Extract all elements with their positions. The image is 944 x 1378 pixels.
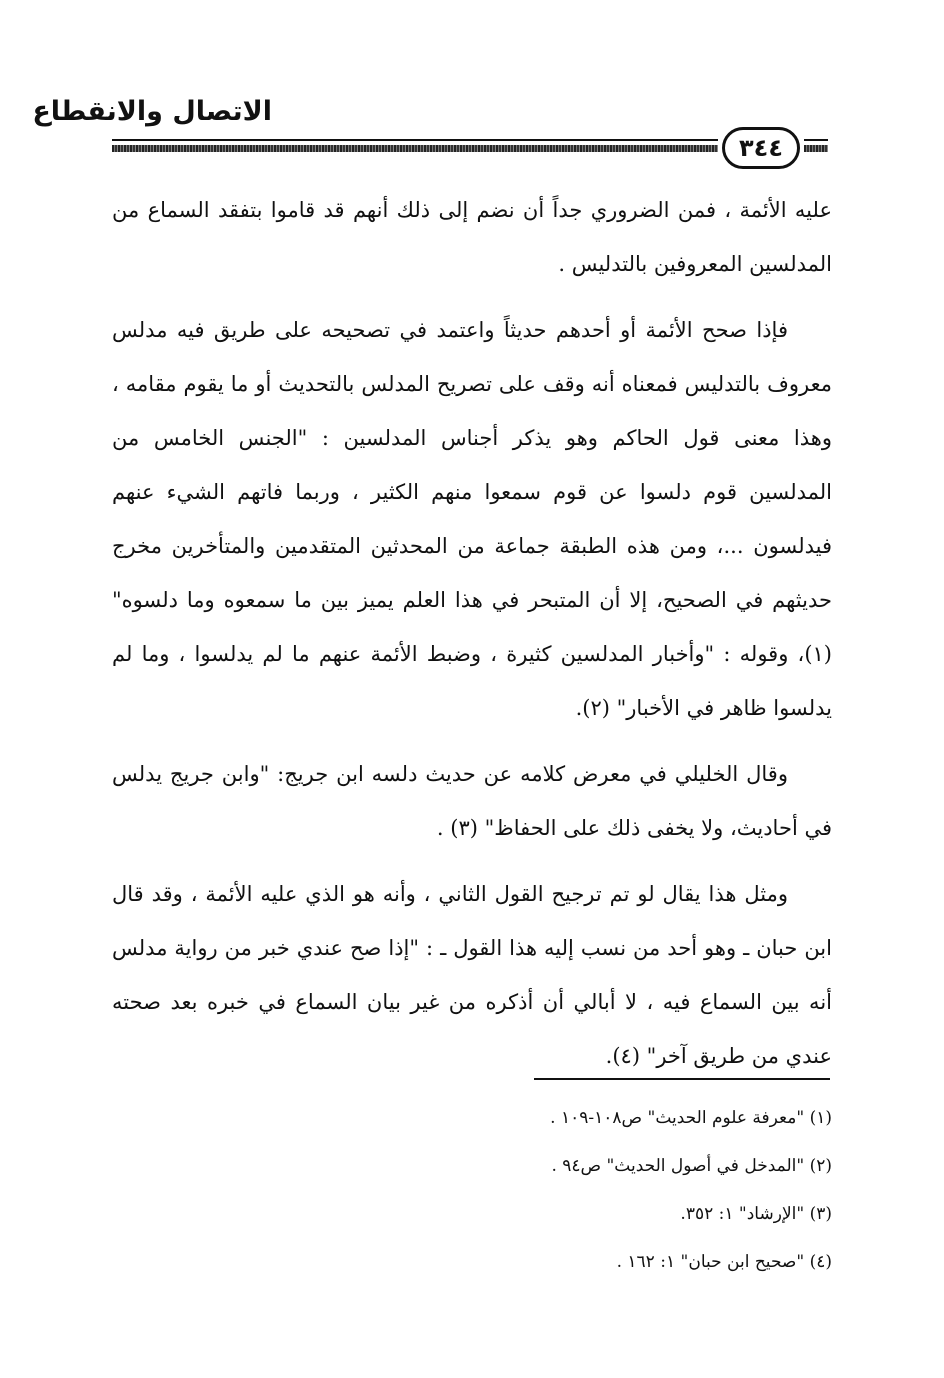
paragraph: عليه الأئمة ، فمن الضروري جداً أن نضم إلى ذلك أنهم قد قاموا بتفقد السماع من المدلسين المعروفين بالتدليس . — [112, 198, 832, 276]
header-rule — [112, 139, 718, 157]
body-text — [112, 183, 832, 1083]
footnote: (٢) "المدخل في أصول الحديث" ص٩٤ . — [551, 1156, 832, 1176]
header-rule-end — [804, 139, 828, 157]
footnote: (٤) "صحيح ابن حبان" ١: ١٦٢ . — [616, 1252, 832, 1272]
footnote-divider — [534, 1078, 830, 1080]
page-number-badge: ٣٤٤ — [722, 127, 800, 169]
footnotes — [420, 1094, 832, 1286]
footnote: (٣) "الإرشاد" ١: ٣٥٢. — [680, 1204, 832, 1224]
paragraph: وقال الخليلي في معرض كلامه عن حديث دلسه ابن جريج: "وابن جريج يدلس في أحاديث، ولا يخفى ذلك على الحفاظ" (٣) . — [112, 762, 832, 840]
paragraph: فإذا صحح الأئمة أو أحدهم حديثاً واعتمد في تصحيحه على طريق فيه مدلس معروف بالتدليس فمعناه أنه وقف على تصريح المدلس بالتحديث أو ما يقوم مقامه ، وهذا معنى قول الحاكم وهو يذكر أجناس المدلسين : "الجنس الخامس من المدلسين قوم دلسوا عن قوم سمعوا منهم الكثير ، وربما فاتهم الشيء عنهم فيدلسون ...، ومن هذه الطبقة جماعة من المحدثين المتقدمين والمتأخرين مخرج حديثهم في الصحيح، إلا أن المتبحر في هذا العلم يميز بين ما سمعوه وما دلسوه"(١)، وقوله : "وأخبار المدلسين كثيرة ، وضبط الأئمة عنهم ما لم يدلسوا ، وما لم يدلسوا ظاهر في الأخبار" (٢). — [112, 318, 832, 720]
paragraph: ومثل هذا يقال لو تم ترجيح القول الثاني ، وأنه هو الذي عليه الأئمة ، وقد قال ابن حبان ـ وهو أحد من نسب إليه هذا القول ـ : "إذا صح عندي خبر من رواية مدلس أنه بين السماع فيه ، لا أبالي أن أذكره من غير بيان السماع في خبره بعد صحته عندي من طريق آخر" (٤). — [112, 882, 832, 1068]
footnote: (١) "معرفة علوم الحديث" ص١٠٨-١٠٩ . — [550, 1108, 832, 1128]
running-header-title: الاتصال والانقطاع — [32, 96, 272, 127]
